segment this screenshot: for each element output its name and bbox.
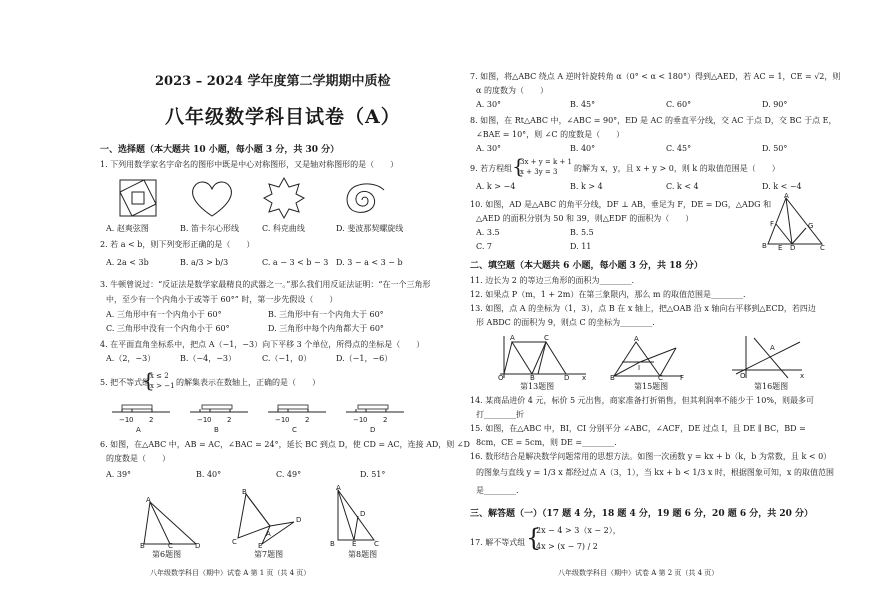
q11-stem: 11. 边长为 2 的等边三角形的面积为________. [470, 276, 634, 285]
svg-text:B: B [610, 374, 615, 382]
exam-page-2 [440, 0, 870, 614]
number-line-tick-label: 0 [285, 416, 290, 424]
q5-stem-tail: 的解集表示在数轴上，正确的是（ ） [176, 378, 320, 387]
q3-option-a: A. 三角形中有一个内角小于 60° [106, 310, 222, 319]
figure-q7 [232, 488, 304, 548]
q2-stem: 2. 若 a < b，则下列变形正确的是（ ） [100, 240, 255, 249]
zhaoshuang-diagram-figure [118, 178, 158, 218]
q10-option-b: B. 5.5 [570, 228, 594, 237]
figure-q8 [330, 486, 380, 548]
q1-option-d: D. 斐波那契螺旋线 [336, 224, 404, 233]
q7-option-a: A. 30° [476, 100, 502, 109]
figure-q7-caption: 第7题图 [254, 550, 284, 559]
solution-bracket [358, 405, 388, 409]
q8-option-b: B. 40° [570, 144, 596, 153]
q7-option-d: D. 90° [762, 100, 788, 109]
q6-option-d: D. 51° [360, 470, 386, 479]
svg-text:A: A [634, 335, 639, 343]
q10-stem-line1: 10. 如图，AD 是△ABC 的角平分线，DF ⊥ AB，垂足为 F，DE = DG，△ADG 和 [470, 200, 772, 209]
q4-option-b: B.（−4，−3） [180, 354, 237, 363]
svg-text:C: C [374, 540, 379, 548]
q6-option-c: C. 49° [276, 470, 302, 479]
svg-text:C: C [544, 334, 549, 342]
q2-option-c: C. a − 3 < b − 3 [262, 258, 329, 267]
q3-option-d: D. 三角形中每个内角都大于 60° [268, 324, 384, 333]
q16-stem-line3: 是________. [476, 486, 519, 495]
q15-stem-line2: 8cm，CE = 5cm，则 DE =________. [476, 438, 617, 447]
q16-stem-line2: 的图象与直线 y = 1/3 x 都经过点 A（3，1），当 kx + b < 1/3 x 时，根据图象可知，x 的取值范围 [476, 468, 834, 477]
svg-text:A: A [146, 496, 151, 504]
svg-text:C: C [232, 538, 237, 546]
number-line-tick-label: 2 [149, 416, 154, 424]
q9-option-d: D. k < −4 [762, 182, 802, 191]
svg-text:F: F [770, 220, 775, 228]
q5-option-label: B [214, 426, 219, 434]
figure-q15 [610, 335, 686, 382]
q4-option-c: C.（−1，0） [262, 354, 312, 363]
figure-q13 [498, 336, 588, 380]
section-1-heading: 一、选择题（本大题共 10 小题，每小题 3 分，共 30 分） [100, 145, 340, 155]
fibonacci-spiral-figure [342, 180, 386, 218]
q5-system-line1: x ≤ 2 [150, 372, 169, 380]
q3-option-b: B. 三角形中有一个内角大于 60° [268, 310, 384, 319]
q10-stem-line2: △AED 的面积分别为 50 和 39，则△EDF 的面积为（ ） [476, 214, 694, 223]
svg-text:B: B [330, 540, 335, 548]
solution-bracket [278, 405, 308, 409]
q3-option-c: C. 三角形中没有一个内角小于 60° [106, 324, 230, 333]
q1-option-c: C. 科克曲线 [262, 224, 305, 233]
svg-text:D: D [790, 244, 796, 252]
svg-text:I: I [638, 364, 641, 372]
svg-text:A: A [266, 530, 271, 538]
q5-option-label: A [136, 426, 141, 434]
solution-bracket [122, 405, 152, 409]
svg-text:O: O [498, 374, 504, 382]
figure-q15-caption: 第15题图 [634, 382, 669, 391]
svg-text:B: B [242, 488, 247, 496]
svg-text:A: A [510, 334, 515, 342]
figure-q13-caption: 第13题图 [520, 382, 555, 391]
svg-text:O: O [740, 372, 746, 380]
number-line-tick-label: −1 [197, 416, 208, 424]
q8-option-c: C. 45° [666, 144, 692, 153]
svg-text:C: C [168, 542, 173, 550]
q7-stem-line2: α 的度数为（ ） [476, 86, 548, 95]
q7-option-b: B. 45° [570, 100, 596, 109]
svg-text:D: D [564, 374, 570, 382]
svg-text:C: C [820, 244, 825, 252]
q5-system-line2: x > −1 [150, 382, 175, 390]
q17-system-line2: 4x > (x − 7) / 2 [536, 542, 598, 551]
page-1-footer: 八年级数学科目（期中）试卷 A 第 1 页（共 4 页） [150, 569, 311, 577]
number-line-tick-label: 0 [363, 416, 368, 424]
q3-stem-line1: 3. 牛顿曾说过：“反证法是数学家最精良的武器之一。”那么我们用反证法证明：“在一个三角形 [100, 280, 431, 289]
koch-curve-figure [262, 176, 306, 220]
q8-stem-line1: 8. 如图，在 Rt△ABC 中，∠ABC = 90°，ED 是 AC 的垂直平分线，交 AC 于点 D，交 BC 于点 E， [470, 116, 837, 125]
section-3-heading: 三、解答题（一）（17 题 4 分，18 题 4 分，19 题 6 分，20 题 6 分，共 20 分） [470, 509, 814, 519]
q2-option-d: D. 3 − a < 3 − b [336, 258, 403, 267]
q12-stem: 12. 如果点 P（m，1 + 2m）在第三象限内，那么 m 的取值范围是________. [470, 290, 746, 299]
q14-stem-line1: 14. 某商品进价 4 元，标价 5 元出售，商家准备打折销售，但其利润率不能少于 10%，则最多可 [470, 396, 814, 405]
q10-option-d: D. 11 [570, 242, 592, 251]
number-line-tick-label: 2 [227, 416, 232, 424]
q6-option-b: B. 40° [196, 470, 222, 479]
svg-text:E: E [352, 540, 357, 548]
q9-system-line1: 3x + y = k + 1 [520, 158, 572, 166]
q8-option-d: D. 50° [762, 144, 788, 153]
q5-option-label: D [370, 426, 376, 434]
number-line-tick-label: −1 [119, 416, 130, 424]
q9-option-a: A. k > −4 [476, 182, 516, 191]
svg-text:C: C [658, 374, 663, 382]
svg-text:B: B [762, 242, 767, 250]
svg-text:G: G [808, 222, 814, 230]
q5-number-lines [112, 400, 432, 432]
q5-option-label: C [292, 426, 297, 434]
q2-option-b: B. a/3 > b/3 [180, 258, 229, 267]
cardioid-figure [190, 180, 234, 218]
q9-brace: { [512, 154, 525, 178]
svg-text:D: D [195, 542, 201, 550]
svg-text:A: A [336, 484, 341, 492]
svg-text:B: B [530, 374, 535, 382]
svg-text:B: B [140, 542, 145, 550]
q4-option-d: D.（−1，−6） [336, 354, 393, 363]
number-line-tick-label: 2 [305, 416, 310, 424]
q13-stem-line2: 形 ABDC 的面积为 9，则点 C 的坐标为________. [476, 318, 655, 327]
svg-text:D: D [296, 516, 302, 524]
q8-stem-line2: ∠BAE = 10°，则 ∠C 的度数是（ ） [476, 130, 625, 139]
svg-text:x: x [800, 372, 805, 380]
q10-option-a: A. 3.5 [476, 228, 500, 237]
q4-option-a: A.（2，−3） [106, 354, 156, 363]
figure-q10 [762, 192, 825, 252]
number-line-tick-label: 0 [207, 416, 212, 424]
q1-option-a: A. 赵爽弦图 [106, 224, 149, 233]
q17-system-line1: 2x − 4 > 3（x − 2）， [536, 526, 621, 535]
svg-text:x: x [582, 374, 587, 382]
figure-q6-caption: 第6题图 [152, 550, 182, 559]
q6-option-a: A. 39° [106, 470, 132, 479]
q5-brace: { [142, 368, 155, 392]
exam-title: 八年级数学科目试卷（A） [165, 106, 401, 128]
figure-q16-caption: 第16题图 [754, 382, 789, 391]
q17-stem-prefix: 17. 解不等式组 [470, 538, 526, 547]
page-2-footer: 八年级数学科目（期中）试卷 A 第 2 页（共 4 页） [558, 569, 719, 577]
svg-text:A: A [784, 192, 789, 200]
solution-bracket [202, 405, 232, 409]
q17-brace: { [526, 524, 542, 552]
figure-q8-caption: 第8题图 [348, 550, 378, 559]
q7-option-c: C. 60° [666, 100, 692, 109]
q1-stem: 1. 下列用数学家名字命名的图形中既是中心对称图形，又是轴对称图形的是（ ） [100, 160, 399, 169]
q3-stem-line2: 中，至少有一个内角小于或等于 60°” 时，第一步先假设（ ） [106, 295, 338, 304]
q16-stem-line1: 16. 数形结合是解决数学问题常用的思想方法。如图一次函数 y = kx + b（k，b 为常数，且 k < 0） [470, 452, 832, 461]
section-2-heading: 二、填空题（本大题共 6 小题，每小题 3 分，共 18 分） [470, 261, 703, 271]
svg-text:F: F [680, 374, 685, 382]
number-line-tick-label: −1 [275, 416, 286, 424]
number-line-tick-label: −1 [353, 416, 364, 424]
q2-option-a: A. 2a < 3b [106, 258, 149, 267]
q7-stem-line1: 7. 如图，将△ABC 绕点 A 逆时针旋转角 α（0° < α < 180°）得到△AED，若 AC = 1，CE = √2，则 [470, 72, 841, 81]
q9-option-c: C. k < 4 [666, 182, 699, 191]
q6-stem-line2: 的度数是（ ） [106, 454, 170, 463]
figure-q6 [140, 496, 200, 548]
exam-header: 2023 – 2024 学年度第二学期期中质检 [155, 74, 391, 89]
svg-text:E: E [258, 542, 263, 550]
svg-text:A: A [770, 344, 775, 352]
q1-option-b: B. 笛卡尔心形线 [180, 224, 239, 233]
q6-stem-line1: 6. 如图，在△ABC 中，AB = AC，∠BAC = 24°，延长 BC 到点 D，使 CD = AC，连接 AD，则 ∠D [100, 440, 470, 449]
svg-text:D: D [360, 510, 366, 518]
q9-option-b: B. k > 4 [570, 182, 603, 191]
number-line-tick-label: 0 [129, 416, 134, 424]
q13-stem-line1: 13. 如图，点 A 的坐标为（1，3），点 B 在 x 轴上，把△OAB 沿 x 轴向右平移到△ECD，若四边 [470, 304, 816, 313]
figure-q16 [730, 334, 804, 380]
q10-option-c: C. 7 [476, 242, 493, 251]
q14-stem-line2: 打________折 [476, 410, 524, 419]
q4-stem: 4. 在平面直角坐标系中，把点 A（−1，−3）向下平移 3 个单位，所得点的坐标是（ ） [100, 340, 425, 349]
q8-option-a: A. 30° [476, 144, 502, 153]
q9-stem-prefix: 9. 若方程组 [470, 164, 513, 173]
q15-stem-line1: 15. 如图，在△ABC 中，BI，CI 分别平分 ∠ABC，∠ACF，DE 过点 I，且 DE ∥ BC，BD = [470, 424, 806, 433]
q9-system-line2: x + 3y = 3 [520, 168, 558, 176]
svg-text:E: E [778, 244, 783, 252]
number-line-tick-label: 2 [383, 416, 388, 424]
q5-stem-prefix: 5. 把不等式组 [100, 378, 151, 387]
q9-stem-tail: 的解为 x，y，且 x + y > 0，则 k 的取值范围是（ ） [574, 164, 780, 173]
